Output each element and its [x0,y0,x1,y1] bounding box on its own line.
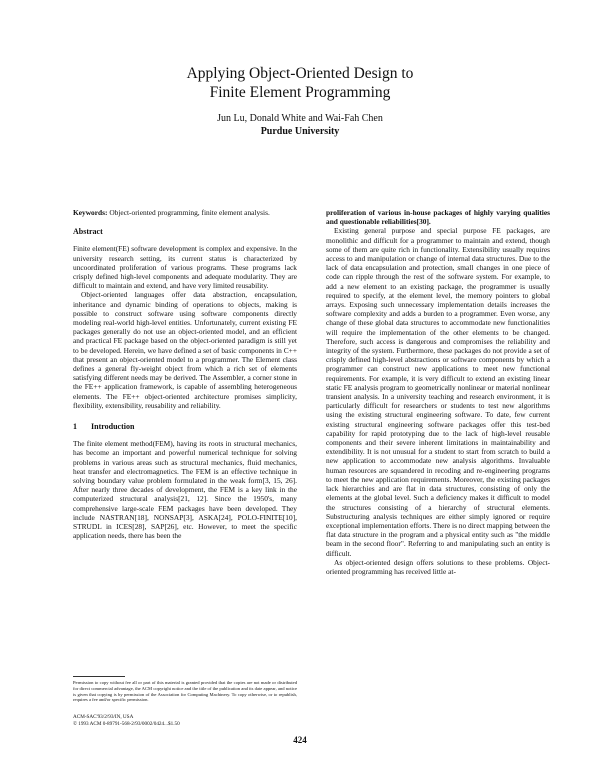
keywords [73,208,297,217]
section-number: 1 [73,422,77,432]
abstract-paragraph-2: Object-oriented languages offer data abstraction, encapsulation, inheritance and dynamic binding of operations to objects, making is possible to construct software using software components directly modeling real-world high-level entities. Unfortunately, current existing FE packages generally do not use an object-oriented model, and an efficient and practical FE package based on the object-oriented paradigm is still yet to be developed. Herein, we have defined a set of basic components in C++ that present an object-oriented model to a programmer. The Element class defines a general fly-weight object from which a rich set of elements satisfying different needs may be derived. The Assembler, a corner stone in the FE++ application framework, is capable of assembling heterogeneous elements. The FE++ object-oriented architecture promises simplicity, flexibility, extensibility, reusability and reliability. [73,290,297,410]
conference-line: ACM-SAC'93/2/93/IN, USA [73,714,134,720]
footnote [73,680,297,703]
introduction-heading [73,422,297,431]
copyright-line: © 1993 ACM 0-89791-568-2/93/0002/0424...$1.50 [73,721,180,727]
paper-title [0,64,600,102]
permission-notice: Permission to copy without fee all or part of this material is granted provided that the copies are not made or distributed for direct commercial advantage, the ACM copyright notice and the title of the publication and its date appear, and notice is given that copying is by permission of the Association for Computing Machinery. To copy otherwise, or to republish, requires a fee and/or specific permission. [73,680,297,703]
keywords-label: Keywords: [73,208,108,217]
right-column [326,208,550,576]
abstract-paragraph-1: Finite element(FE) software development is complex and expensive. In the university research setting, its current status is characterized by uncoordinated proliferation of various programs. These programs lack crisply defined high-level components and adequate modularity. They are difficult to maintain and extend, and have very limited reusability. [73,244,297,291]
keywords-text: Object-oriented programming, finite element analysis. [107,208,270,217]
affiliation: Purdue University [260,126,340,137]
authors: Jun Lu, Donald White and Wai-Fah Chen [217,113,383,124]
page-number: 424 [293,735,307,745]
body-paragraph-1: Existing general purpose and special purpose FE packages, are monolithic and difficult for a programmer to maintain and extend, though some of them are quite rich in functionality. Extensibility usually requires access to and manipulation or change of internal data structures. Due to the lack of data encapsulation and protection, small changes in one piece of code can ripple through the rest of the software system. For example, to add a new element to an existing package, the programmer is usually required to specify, at the element level, the memory pointers to global arrays. Exposing such unnecessary implementation details increases the software complexity and adds a burden to a programmer. Even worse, any change of these global data structures to accommodate new functionalities will require the implementation of the other elements to be changed. Therefore, such access is dangerous and compromises the reliability and integrity of the system. Furthermore, these packages do not provide a set of crisply defined high-level abstractions or software components by which a programmer can construct new applications to meet new functional requirements. For example, it is very difficult to extend an existing linear static FE analysis program to geometrically nonlinear or material nonlinear transient analysis. In a university teaching and research environment, it is particularly difficult for researchers or students to test new algorithms using the existing structural engineering software. To date, few current existing structural engineering software packages offer this test-bed capability for rapid prototyping due to the lack of high-level reusable components and their severe inherent limitations in maintainability and extendibility. It is not unusual for a student to start from scratch to build a new application to accommodate new analysis algorithms. Invaluable human resources are squandered in recoding and re-engineering programs to meet the new application requirements. Moreover, the existing packages lack hierarchies and are flat in data structures, consisting of only the elements at the global level. Such a deficiency makes it difficult to model the structures consisting of a hierarchy of structural elements. Substructuring analysis techniques are either simply ignored or require exceptional implementation efforts. There is no direct mapping between the flat data structure in the program and a physical entity such as "the middle beam in the second floor". Referring to and manipulating such an entity is difficult. [326,226,550,558]
continuation-paragraph: proliferation of various in-house packages of highly varying qualities and questionable reliabilities[30]. [326,208,550,227]
introduction-paragraph-1: The finite element method(FEM), having its roots in structural mechanics, has become an important and powerful numerical technique for solving problems in various areas such as structural mechanics, fluid mechanics, heat transfer and electromagnetics. The FEM is an effective technique in solving boundary value problem formulated in the weak form[3, 15, 26]. After nearly three decades of development, the FEM is a key link in the computerized structural analysis[21, 12]. Since the 1950's, many comprehensive large-scale FEM packages have been developed. They include NASTRAN[18], NONSAP[3], ASKA[24], POLO-FINITE[10], STRUDL in ICES[28], SAP[26], etc. However, to meet the specific application needs, there has been the [73,439,297,541]
body-paragraph-2: As object-oriented design offers solutions to these problems. Object-oriented programming has received little at- [326,557,550,576]
abstract-heading: Abstract [73,227,103,237]
footnote-rule [73,676,125,677]
title-line-1: Applying Object-Oriented Design to [186,65,414,82]
section-title: Introduction [91,422,135,432]
title-line-2: Finite Element Programming [209,84,391,101]
left-column [73,208,297,541]
